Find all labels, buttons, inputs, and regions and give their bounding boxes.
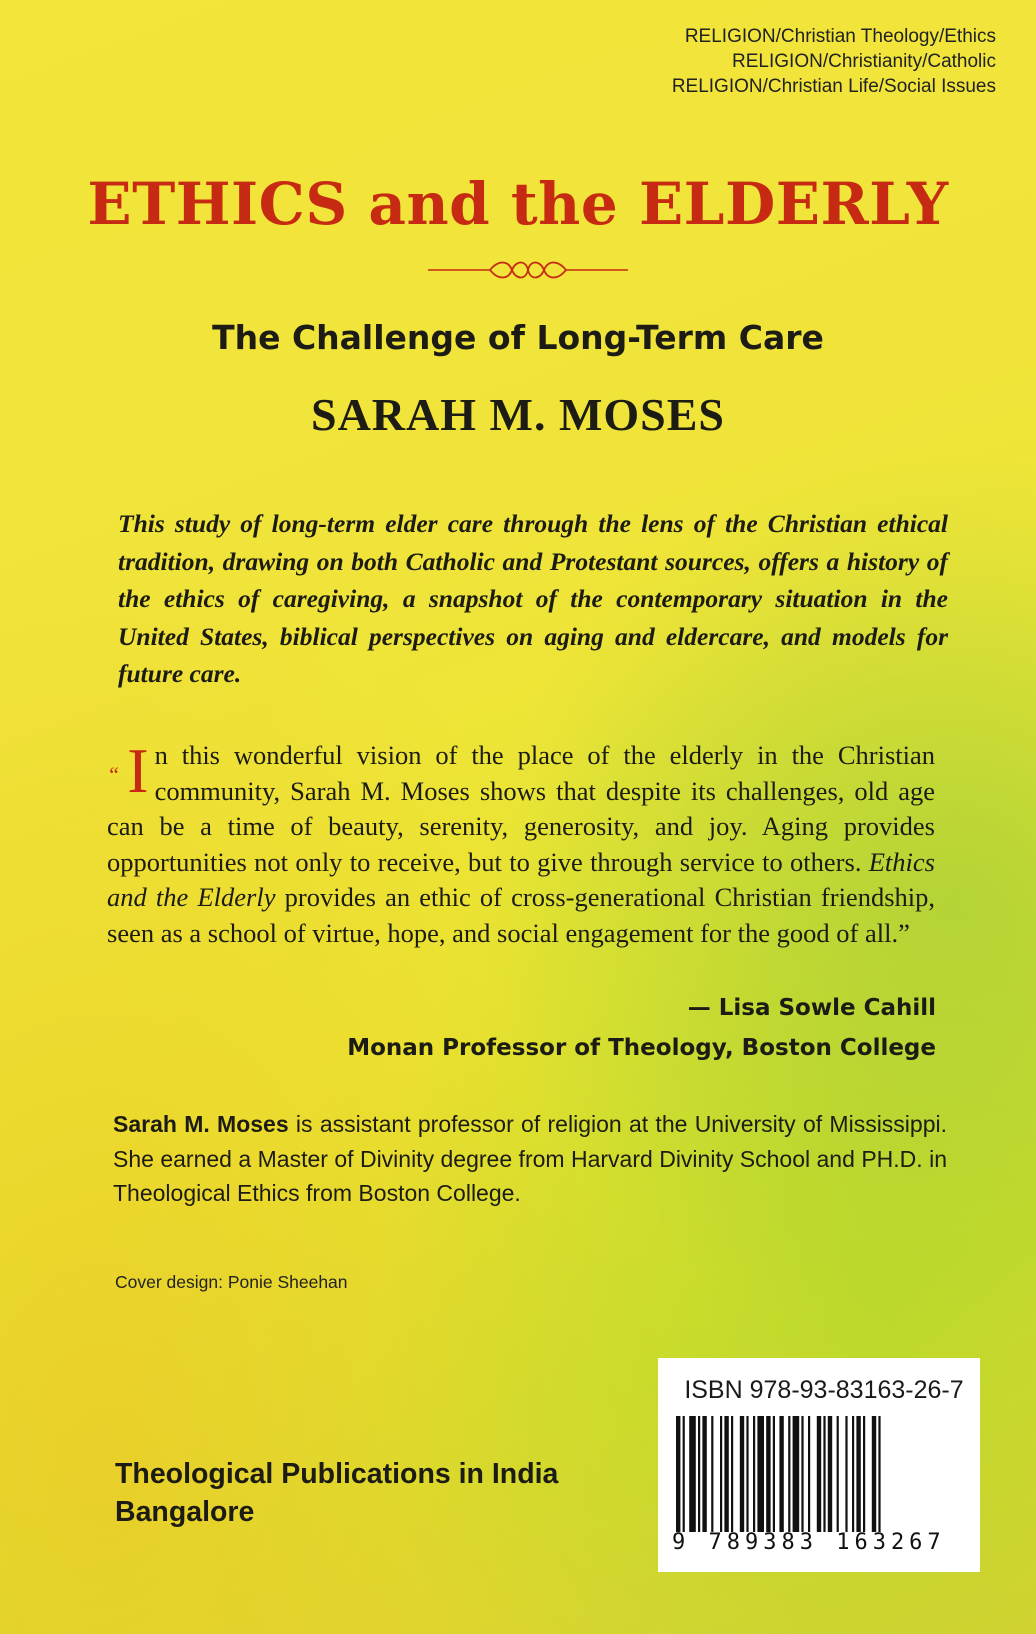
bio-text: is assistant professor of religion at the University of Mississippi. She earned a Master of Divinity degree from Harvard Divinity School and PH.D. in Theological Ethics from Boston College. [113, 1111, 947, 1206]
barcode-digits: 9 789383 163267 [672, 1530, 946, 1555]
book-title: ETHICS and the ELDERLY [87, 170, 949, 238]
category-line: RELIGION/Christian Theology/Ethics [684, 26, 996, 47]
publisher-name: Theological Publications in India [115, 1458, 559, 1490]
quote-book-title: Ethics and the Elderly [107, 846, 935, 912]
endorsement-attribution [347, 988, 936, 1068]
ornament-divider-icon [428, 258, 628, 282]
barcode-icon [674, 1416, 964, 1532]
barcode-panel [658, 1358, 980, 1572]
book-description: This study of long-term elder care through the lens of the Christian ethical tradition, drawing on both Catholic and Protestant sources, offers a history of the ethics of caregiving, a snapshot of the contemporary situation in the United States, biblical perspectives on aging and eldercare, and models for future care. [118, 509, 948, 688]
endorser-role: Monan Professor of Theology, Boston College [347, 1035, 936, 1061]
category-line: RELIGION/Christianity/Catholic [732, 51, 996, 72]
publisher-city: Bangalore [115, 1496, 255, 1528]
quote-text: n this wonderful vision of the place of the elderly in the Christian community, Sarah M. Moses shows that despite its challenges, old age can be a time of beauty, serenity, generosity, and joy. Aging provides opportunities not only to receive, but to give through service to others. [107, 740, 935, 877]
author-bio [113, 1107, 947, 1211]
cover-design-credit: Cover design: Ponie Sheehan [115, 1272, 348, 1292]
isbn-label: ISBN 978-93-83163-26-7 [684, 1376, 964, 1404]
publisher [115, 1455, 558, 1531]
drop-cap: “ I [107, 735, 149, 806]
bio-author-name: Sarah M. Moses [113, 1111, 289, 1137]
author-name: SARAH M. MOSES [311, 389, 725, 440]
category-line: RELIGION/Christian Life/Social Issues [671, 76, 996, 97]
book-subtitle: The Challenge of Long-Term Care [212, 318, 824, 357]
endorsement-quote [107, 735, 935, 951]
endorser-name: — Lisa Sowle Cahill [687, 995, 936, 1021]
open-quote-mark: “ [107, 762, 120, 787]
subject-categories [672, 24, 996, 99]
quote-text-end: provides an ethic of cross-generational Christian friendship, seen as a school of virtue, hope, and social engagement for the good of all.” [107, 882, 935, 948]
